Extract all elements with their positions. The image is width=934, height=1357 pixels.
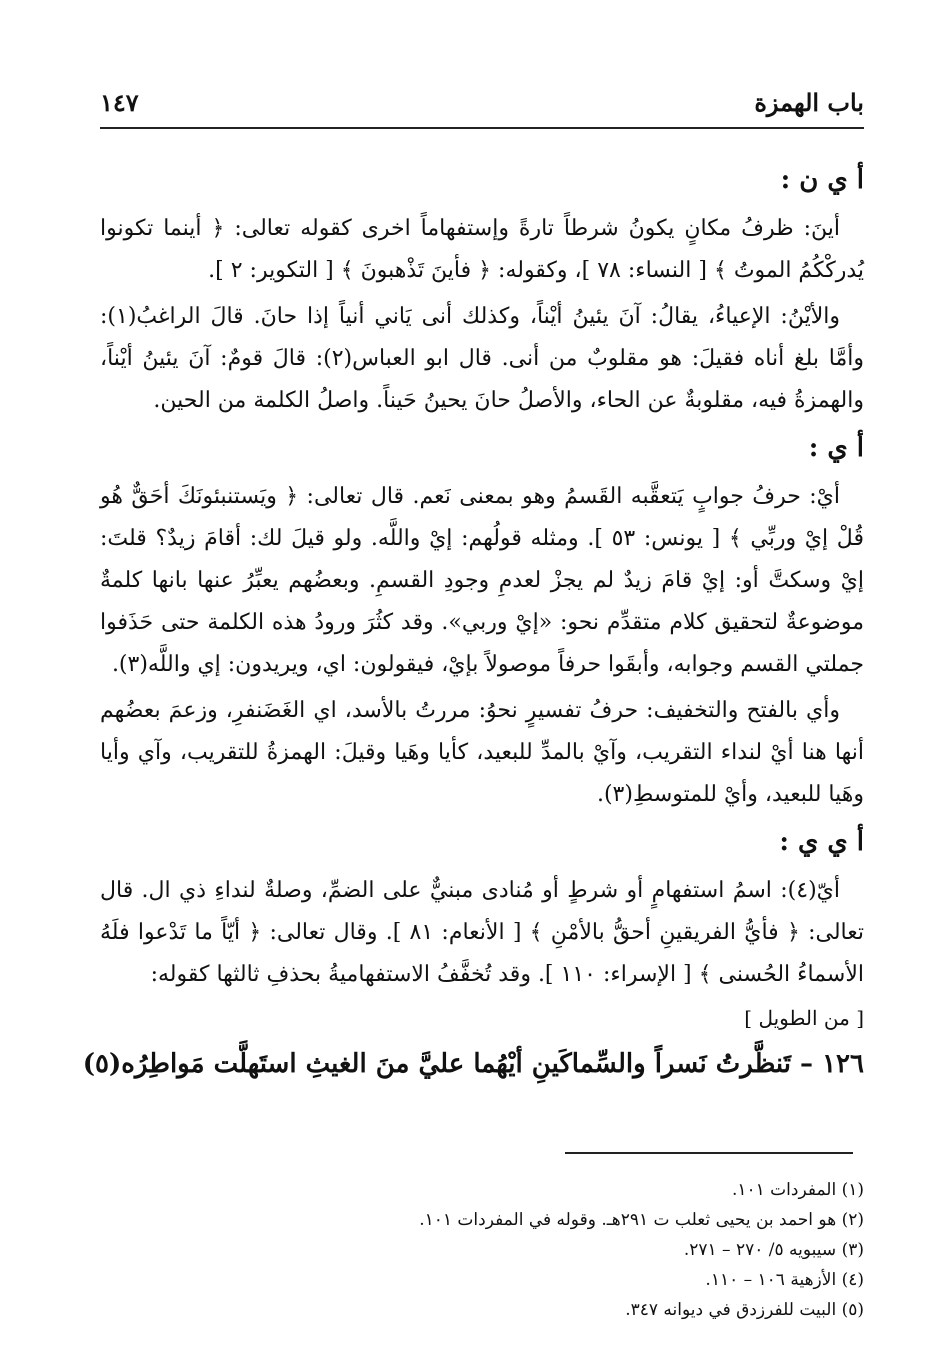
footnote: (٢) هو احمد بن يحيى ثعلب ت ٢٩١هـ. وقوله في المفردات ١٠١.	[419, 1210, 864, 1230]
paragraph: وأي بالفتح والتخفيف: حرفُ تفسيرٍ نحوُ: مررتُ بالأسد، اي الغَضَنفرِ، وزعمَ بعضُهم أنها هنا أيْ لنداء التقريب، وآيْ بالمدِّ للبعيد، كأيا وهَيا وقيلَ: الهمزةُ للتقريب، وآي وأيا وهَيا للبعيد، وأيْ للمتوسطِ(٣).	[100, 698, 864, 807]
header-rule	[100, 127, 864, 129]
footnote-rule	[565, 1152, 853, 1154]
running-header	[100, 88, 864, 128]
page-number: ١٤٧	[100, 88, 139, 117]
entry-heading: أ ي ي :	[779, 827, 864, 857]
entry-ayn	[100, 158, 864, 422]
chapter-title: باب الهمزة	[754, 88, 864, 117]
poetry-verse: ١٢٦ – تَنظَّرتُ نَسراً والسِّماكَينِ أيْهُما عليَّ منَ الغيثِ استَهلَّت مَواطِرُه(٥)	[82, 1049, 864, 1079]
entry-ay	[100, 426, 864, 816]
footnotes	[100, 1175, 864, 1325]
paragraph: أيْ: حرفُ جوابٍ يَتعقَّبه القَسمُ وهو بمعنى نَعم. قال تعالى: ﴿ ويَستنبئونَكَ أحَقٌّ هُو قُلْ إيْ وربِّي ﴾ [ يونس: ٥٣ ]. ومثله قولُهم: إيْ واللَّه. ولو قيلَ لك: أقامَ زيدٌ؟ قلتَ: إيْ وسكتَّ أو: إيْ قامَ زيدٌ لم يجزْ لعدمِ وجودِ القسمِ. وبعضُهم يعبِّرُ عنها بانها كلمةٌ موضوعةٌ لتحقيق كلام متقدِّم نحو: «إيْ وربي». وقد كثُرَ ورودُ هذه الكلمة حتى حَذَفوا جملتي القسم وجوابه، وأبقَوا حرفاً موصولاً بإيْ، فيقولون: اي، ويريدون: إي واللَّه(٣).	[100, 484, 864, 677]
footnote: (٣) سيبويه ٥/ ٢٧٠ – ٢٧١.	[683, 1240, 864, 1260]
footnote: (٤) الأزهية ١٠٦ – ١١٠.	[705, 1270, 864, 1290]
paragraph: أيّ(٤): اسمُ استفهامٍ أو شرطٍ أو مُنادى مبنيٌّ على الضمِّ، وصلةٌ لنداءِ ذي ال. قال تعالى: ﴿ فأيُّ الفريقينِ أحقُّ بالأمْنِ ﴾ [ الأنعام: ٨١ ]. وقال تعالى: ﴿ أيّاً ما تَدْعوا فلَهُ الأسماءُ الحُسنى ﴾ [ الإسراء: ١١٠ ]. وقد تُخفَّفُ الاستفهاميةُ بحذفِ ثالثها كقوله:	[100, 878, 864, 987]
main-text	[82, 158, 864, 1086]
entry-ayy	[82, 820, 864, 1086]
paragraph: والأيْنُ: الإعياءُ، يقالُ: آنَ يئينُ أيْناً، وكذلك أنى يَاني أنياً إذا حانَ. قالَ الراغبُ(١): وأمَّا بلغ أناه فقيلَ: هو مقلوبٌ من أنى. قال ابو العباس(٢): قالَ قومٌ: آنَ يئينُ أيْناً، والهمزةُ فيه، مقلوبةٌ عن الحاء، والأصلُ حانَ يحينُ حَيناً. واصلُ الكلمة من الحين.	[100, 304, 864, 413]
footnote: (٥) البيت للفرزدق في ديوانه ٣٤٧.	[625, 1300, 864, 1320]
paragraph: أينَ: ظرفُ مكانٍ يكونُ شرطاً تارةً وإستفهاماً اخرى كقوله تعالى: ﴿ أينما تكونوا يُدركْكُمُ الموتُ ﴾ [ النساء: ٧٨ ]، وكقوله: ﴿ فأينَ تَذْهبونَ ﴾ [ التكوير: ٢ ].	[100, 216, 864, 283]
entry-heading: أ ي :	[808, 433, 864, 463]
footnote: (١) المفردات ١٠١.	[731, 1180, 864, 1200]
poetic-meter-label: [ من الطويل ]	[744, 1006, 864, 1030]
entry-heading: أ ي ن :	[780, 165, 864, 195]
